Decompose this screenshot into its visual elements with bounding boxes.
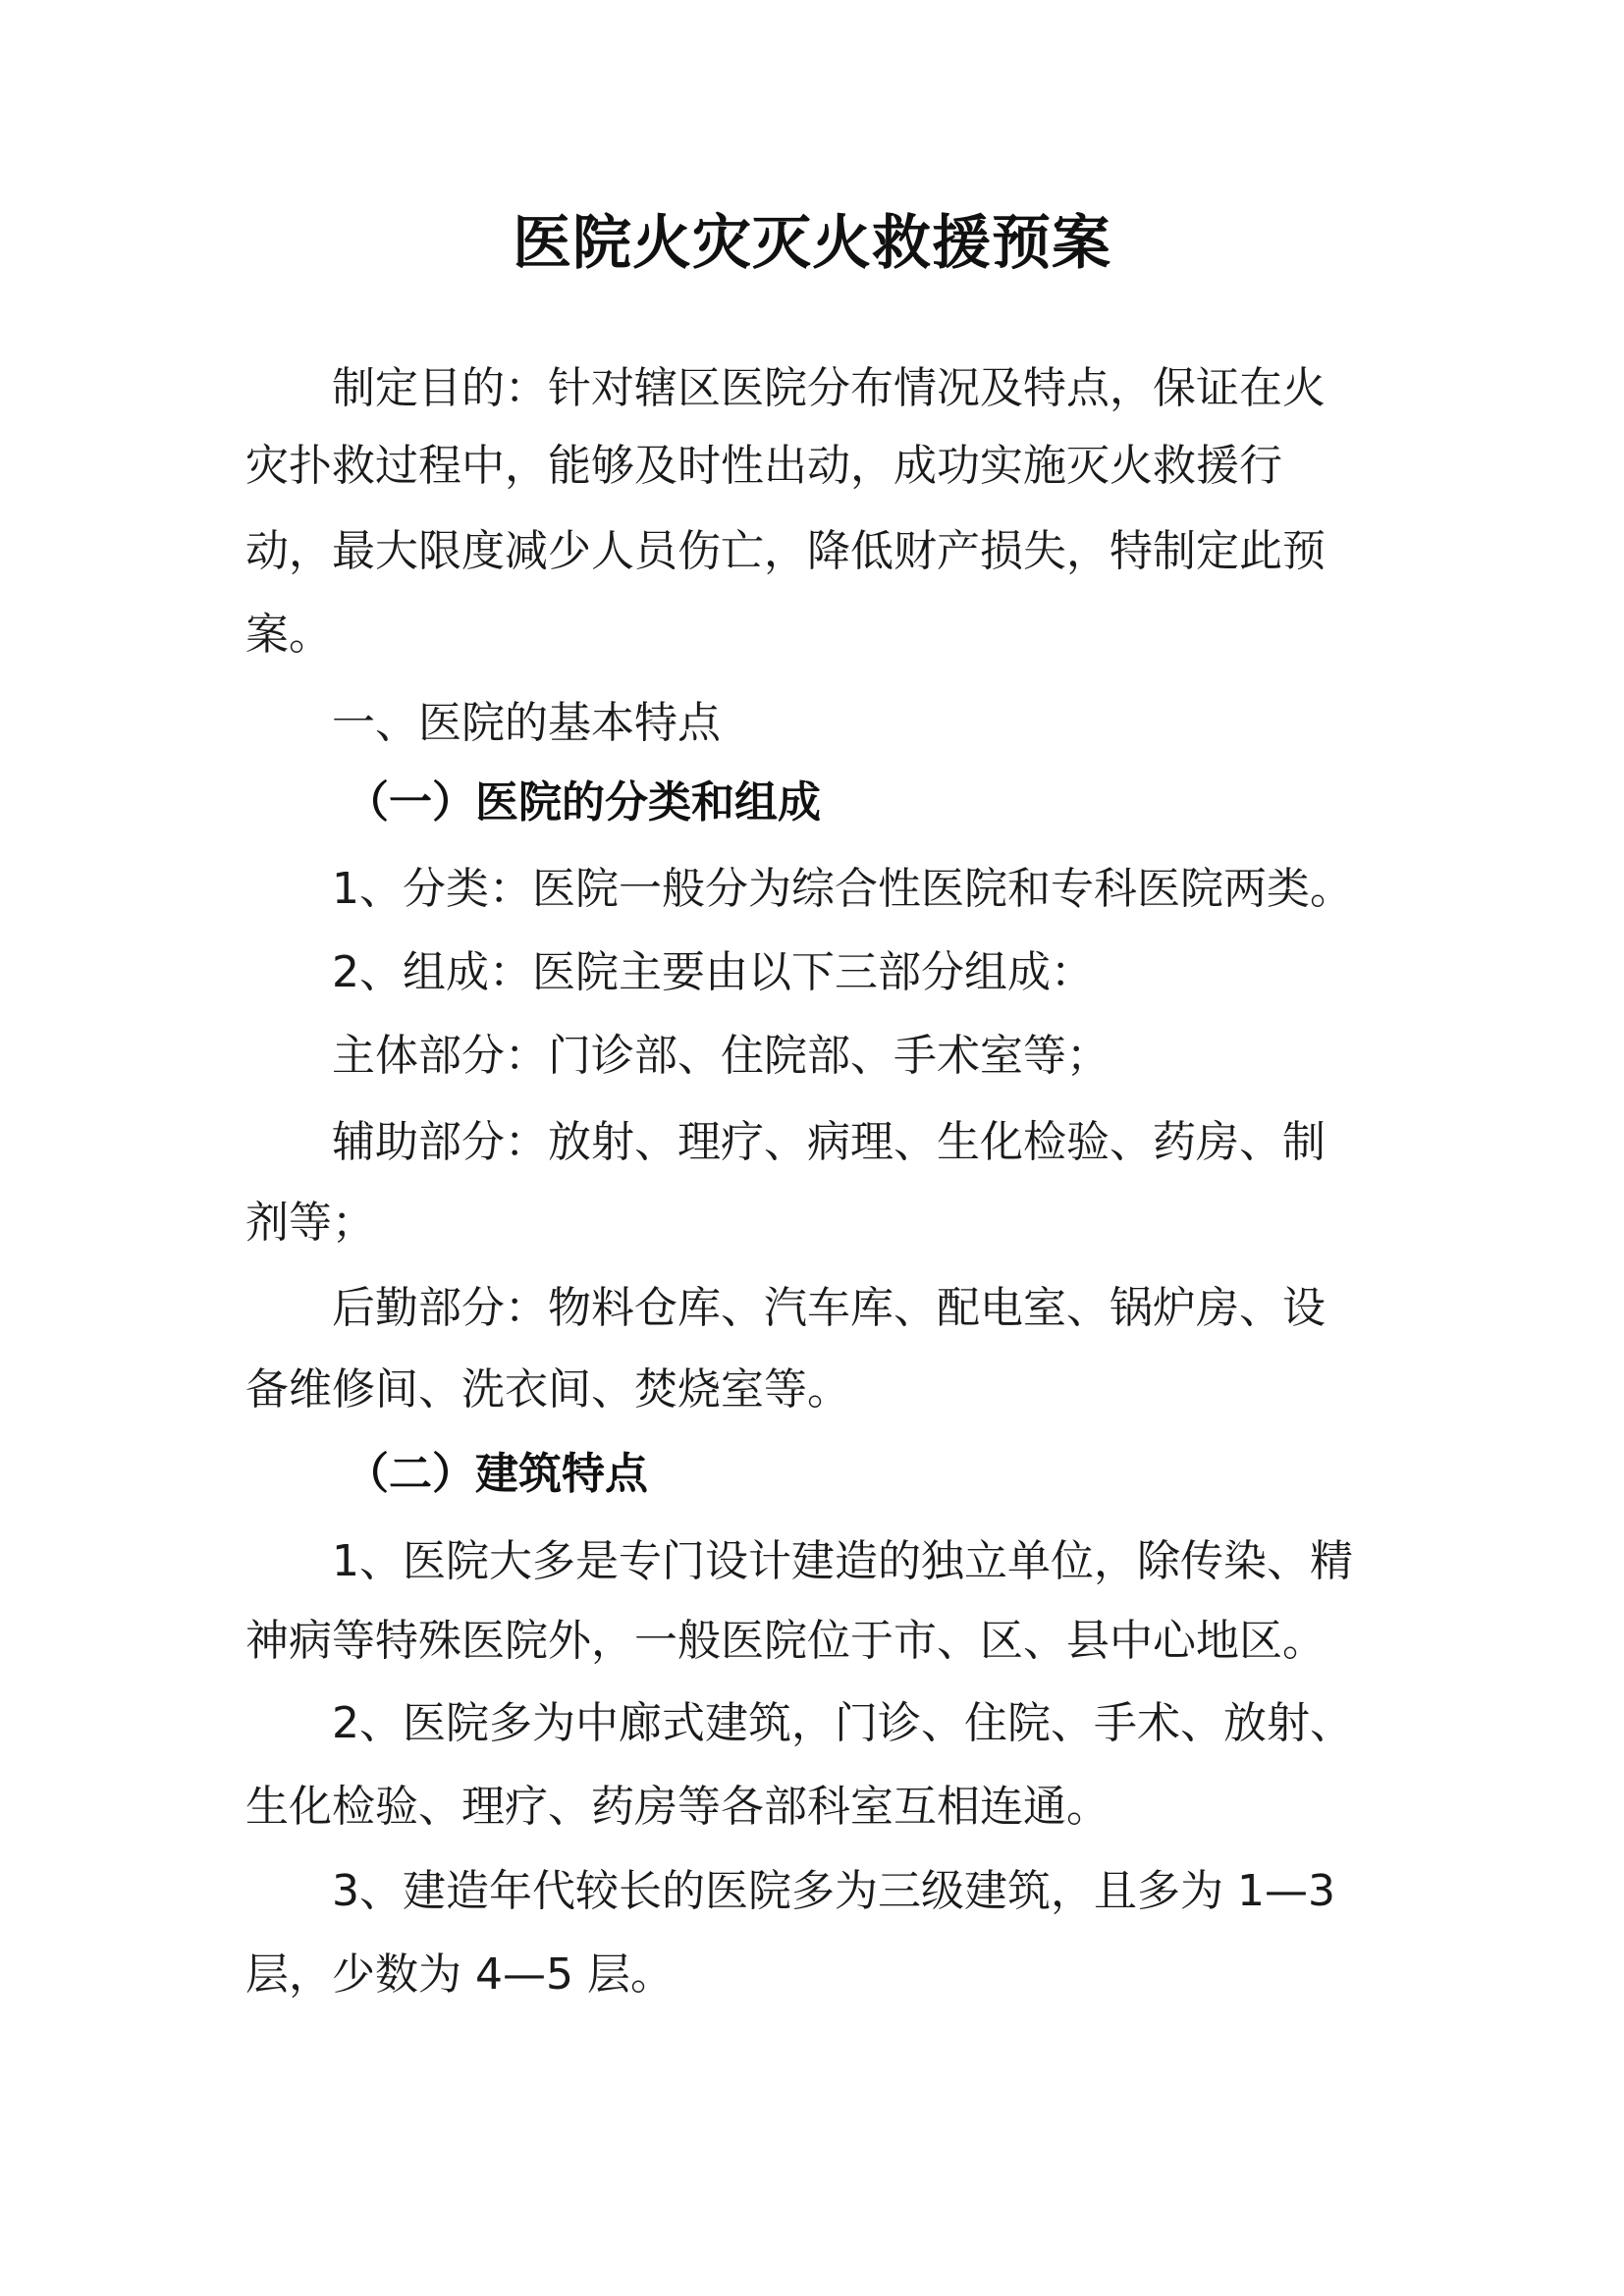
paragraph-building-1-line-2: 神病等特殊医院外，一般医院位于市、区、县中心地区。	[245, 1616, 1326, 1666]
paragraph-purpose-line-1: 制定目的：针对辖区医院分布情况及特点，保证在火	[332, 363, 1326, 413]
paragraph-logistics-line-2: 备维修间、洗衣间、焚烧室等。	[245, 1364, 850, 1415]
paragraph-building-3-line-1: 3、建造年代较长的医院多为三级建筑，且多为 1—3	[332, 1866, 1335, 1916]
section-heading-1: 一、医院的基本特点	[332, 698, 721, 748]
paragraph-purpose-line-4: 案。	[245, 610, 332, 660]
paragraph-purpose-line-2: 灾扑救过程中，能够及时性出动，成功实施灭火救援行	[245, 441, 1282, 491]
paragraph-building-2-line-2: 生化检验、理疗、药房等各部科室互相连通。	[245, 1782, 1110, 1832]
subsection-heading-2: （二）建筑特点	[346, 1449, 648, 1499]
document-title: 医院火灾灭火救援预案	[513, 209, 1111, 278]
paragraph-building-3-line-2: 层，少数为 4—5 层。	[245, 1949, 674, 2000]
paragraph-purpose-line-3: 动，最大限度减少人员伤亡，降低财产损失，特制定此预	[245, 526, 1326, 576]
subsection-heading-1: （一）医院的分类和组成	[346, 777, 821, 828]
paragraph-auxiliary-line-1: 辅助部分：放射、理疗、病理、生化检验、药房、制	[332, 1117, 1326, 1167]
paragraph-logistics-line-1: 后勤部分：物料仓库、汽车库、配电室、锅炉房、设	[332, 1283, 1326, 1333]
paragraph-composition: 2、组成：医院主要由以下三部分组成：	[332, 947, 1094, 997]
paragraph-building-2-line-1: 2、医院多为中廊式建筑，门诊、住院、手术、放射、	[332, 1698, 1353, 1748]
paragraph-classification: 1、分类：医院一般分为综合性医院和专科医院两类。	[332, 864, 1353, 914]
paragraph-main-part: 主体部分：门诊部、住院部、手术室等；	[332, 1031, 1110, 1081]
paragraph-building-1-line-1: 1、医院大多是专门设计建造的独立单位，除传染、精	[332, 1536, 1353, 1586]
paragraph-auxiliary-line-2: 剂等；	[245, 1198, 375, 1248]
